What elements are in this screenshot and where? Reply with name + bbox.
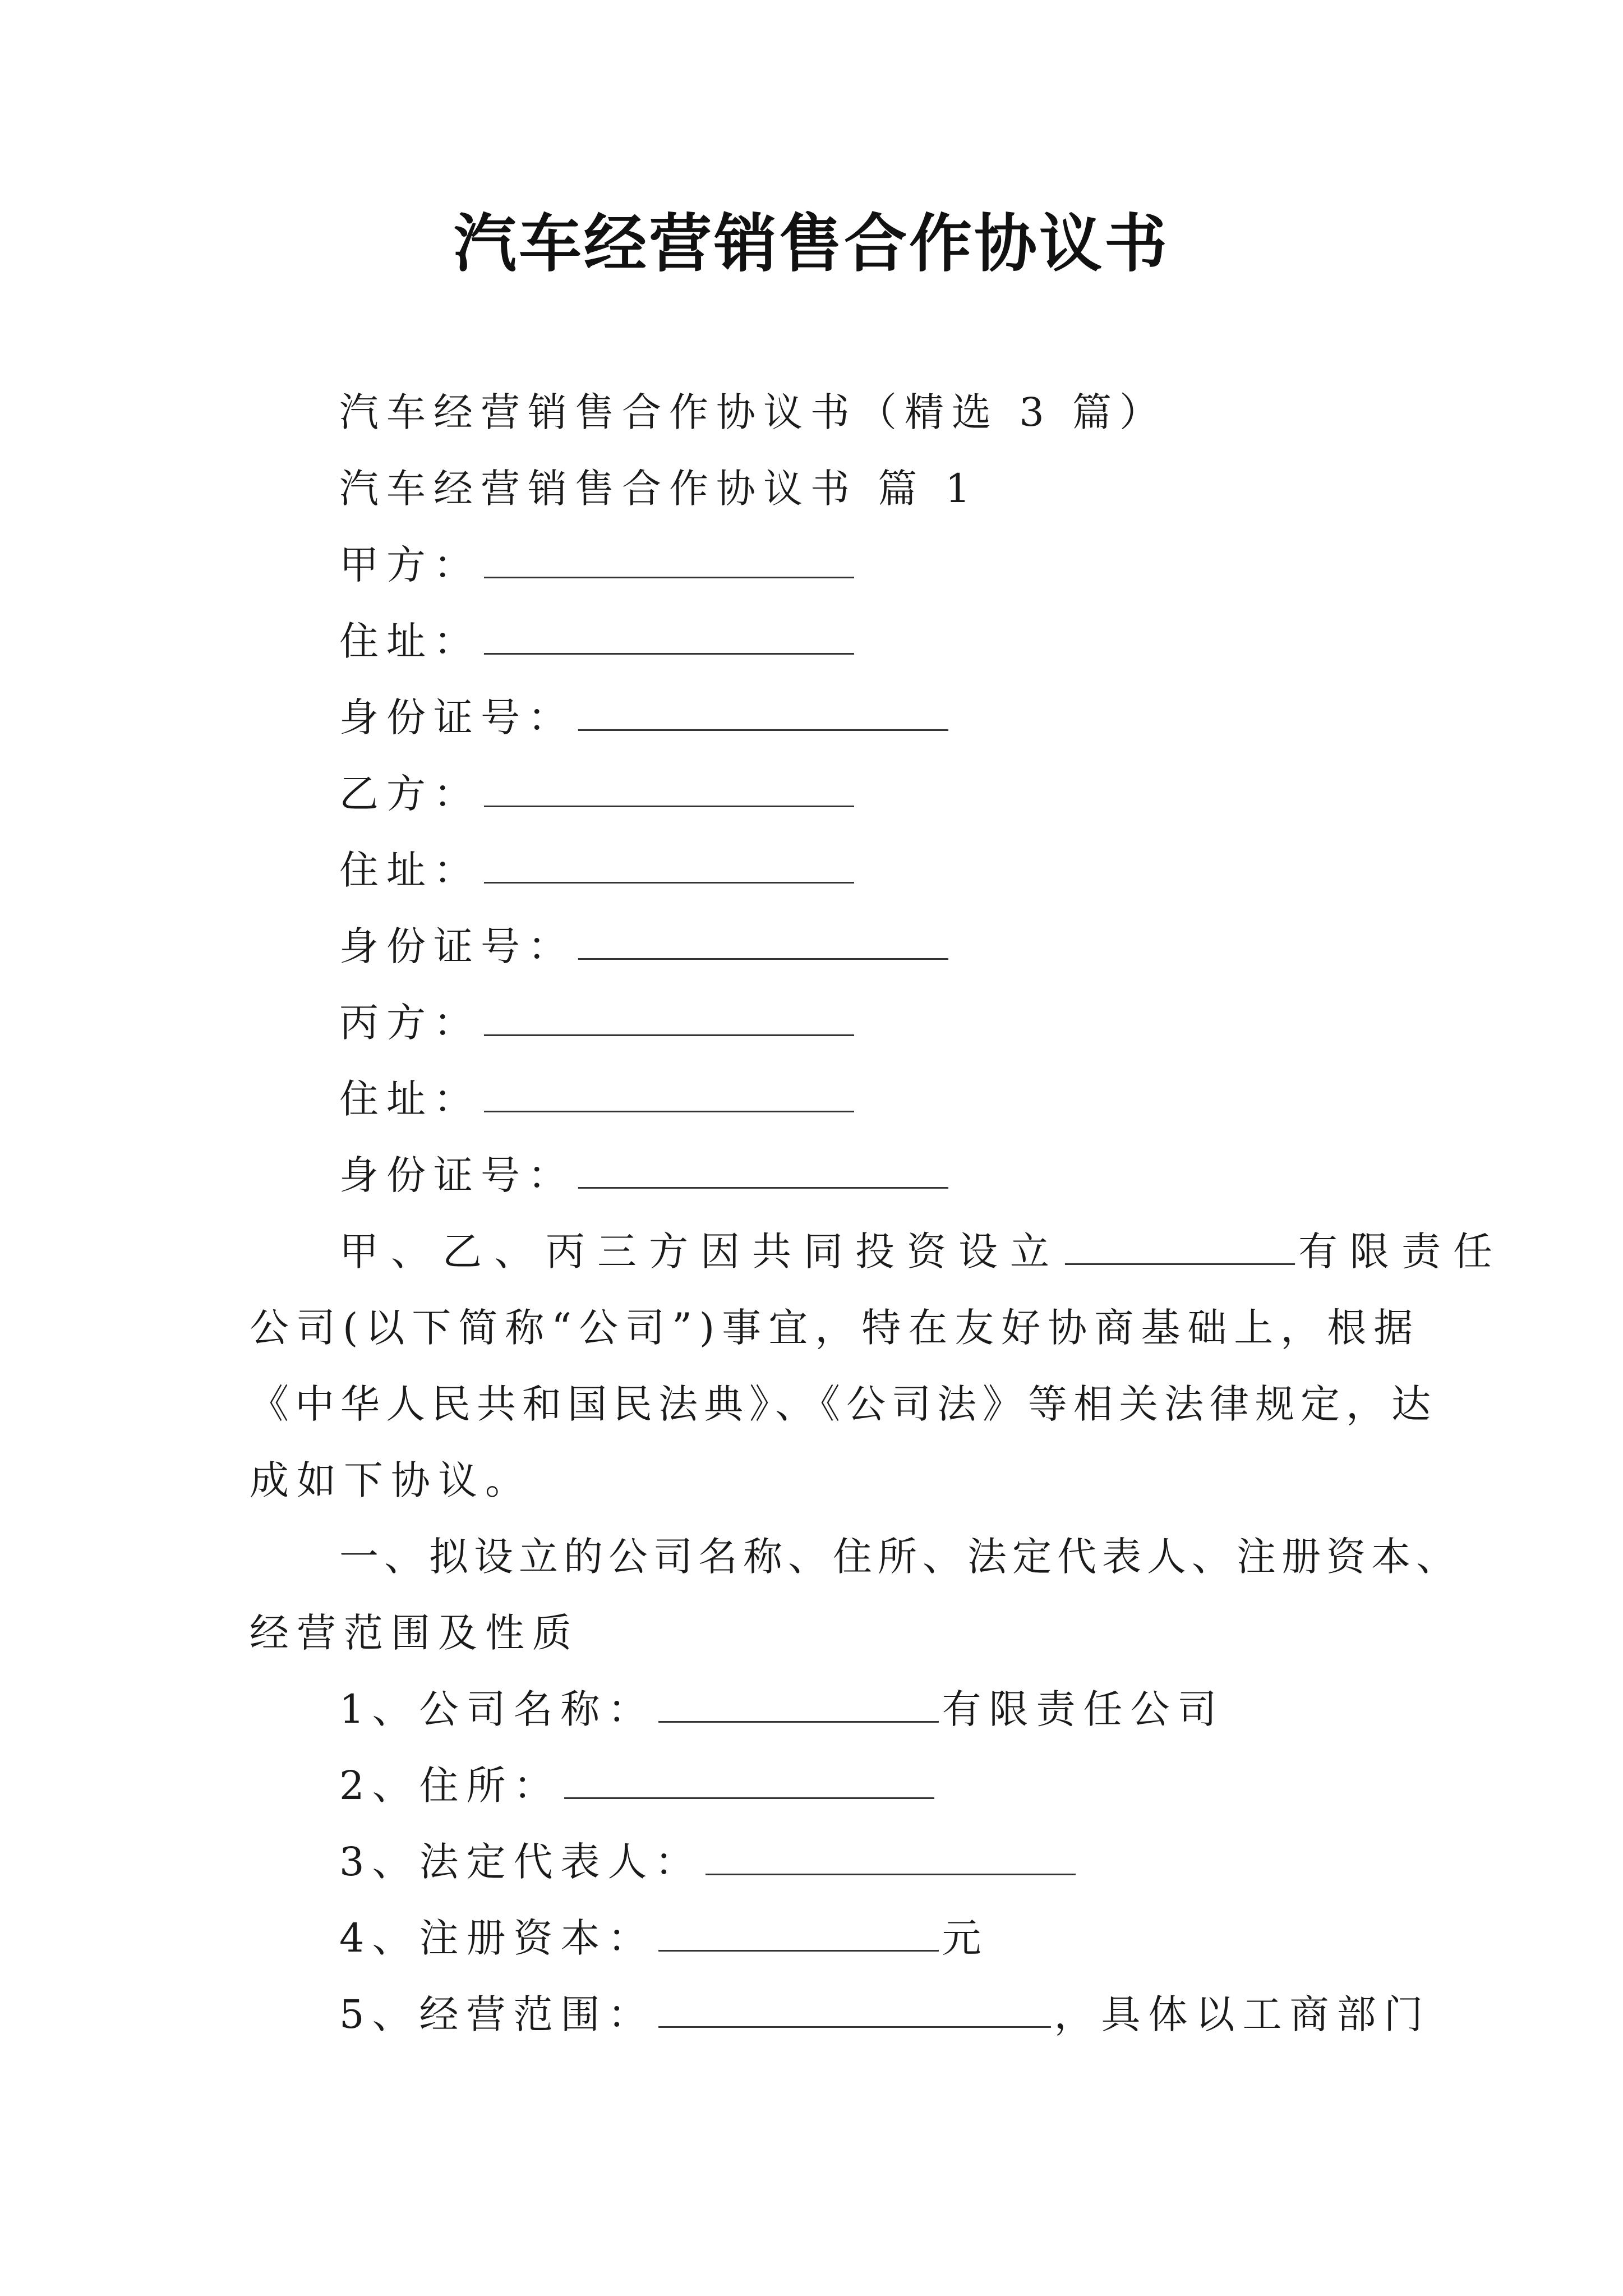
section-1-heading-line-2: 经营范围及性质 [250,1610,579,1656]
subtitle: 汽车经营销售合作协议书（精选 3 篇） [339,389,1167,435]
item-3-line [339,1837,1079,1887]
part-heading: 汽车经营销售合作协议书 篇 1 [339,466,979,512]
item-5-suffix: ，具体以工商部门 [1054,1991,1431,2037]
intro-line-3: 《中华人民共和国民法典》、《公司法》等相关法律规定，达 [250,1381,1437,1427]
party-a-line [339,540,857,590]
section-1-heading-line-1: 一、拟设立的公司名称、住所、法定代表人、注册资本、 [339,1534,1461,1580]
id-c-blank [578,1156,948,1189]
item-4-line [339,1913,989,1963]
item-4-blank [658,1918,939,1952]
item-2-blank [564,1766,934,1799]
address-b-label: 住址： [339,847,481,893]
address-c-line [339,1074,857,1124]
address-a-line [339,616,857,666]
address-a-blank [484,622,854,655]
item-5-label: 5、经营范围： [339,1991,655,2037]
item-1-blank [658,1690,939,1723]
address-a-label: 住址： [339,618,481,664]
item-2-label: 2、住所： [339,1763,561,1809]
party-a-label: 甲方： [339,542,481,588]
address-b-line [339,845,857,895]
id-b-line [339,921,952,972]
document-title: 汽车经营销售合作协议书 [454,208,1169,280]
address-c-blank [484,1079,854,1112]
item-5-line [339,1989,1431,2040]
party-c-label: 丙方： [339,1000,481,1046]
item-4-suffix: 元 [942,1915,989,1961]
intro-line-2: 公司(以下简称“公司”)事宜，特在友好协商基础上，根据 [250,1305,1421,1351]
id-a-line [339,692,952,743]
intro-line-4: 成如下协议。 [250,1457,532,1503]
item-1-line [339,1684,1225,1734]
intro-line-1-start: 甲、乙、丙三方因共同投资设立 [339,1228,1062,1274]
item-1-label: 1、公司名称： [339,1686,655,1732]
intro-line-1 [339,1226,1505,1277]
id-a-blank [578,698,948,731]
party-b-blank [484,774,854,807]
party-b-label: 乙方： [339,771,481,817]
party-a-blank [484,545,854,578]
item-3-label: 3、法定代表人： [339,1839,702,1885]
party-c-blank [484,1003,854,1036]
item-1-suffix: 有限责任公司 [942,1686,1225,1732]
address-b-blank [484,850,854,884]
id-b-blank [578,927,948,960]
id-c-line [339,1150,952,1200]
item-4-label: 4、注册资本： [339,1915,655,1961]
intro-line-1-end: 有限责任 [1298,1228,1505,1274]
address-c-label: 住址： [339,1076,481,1122]
party-c-line [339,997,857,1048]
id-a-label: 身份证号： [339,694,575,740]
id-b-label: 身份证号： [339,923,575,969]
item-3-blank [706,1842,1076,1875]
party-b-line [339,769,857,819]
item-2-line [339,1760,938,1811]
item-5-blank [658,1995,1051,2028]
id-c-label: 身份证号： [339,1152,575,1198]
company-name-blank [1065,1232,1295,1265]
